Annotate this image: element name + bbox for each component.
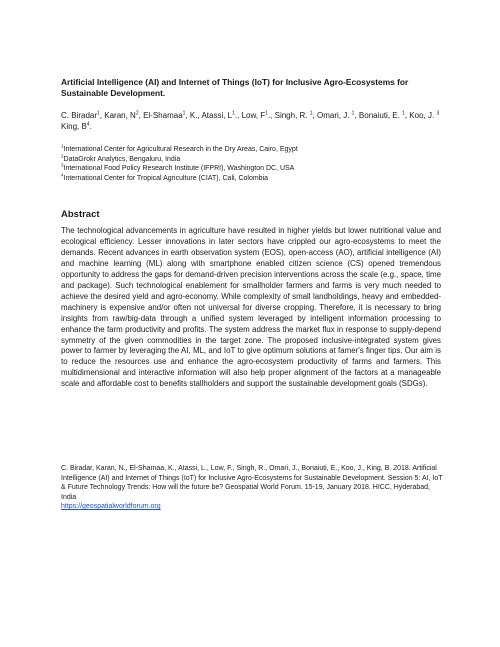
- author: Low, $F^1$.,: [241, 110, 275, 120]
- author: Bonaiuti, E. $^1$,: [358, 110, 410, 120]
- author-list: [61, 110, 441, 132]
- author: El-Shamaa$^1$,: [143, 110, 190, 120]
- affiliation-list: [61, 145, 441, 183]
- citation: [61, 464, 446, 512]
- affiliation: $^1$International Center for Agricultural Research in the Dry Areas, Cairo, Egypt: [61, 143, 298, 153]
- author: Omari, J. $^1$,: [316, 110, 359, 120]
- affiliation: $^2$DataGrokr Analytics, Bengaluru, India: [61, 153, 181, 163]
- author: King, $B^4$.: [61, 121, 92, 131]
- author: C. Biradar$^1$,: [61, 110, 105, 120]
- author: Karan, $N^2$,: [104, 110, 144, 120]
- author: Koo, J. $^3$: [409, 110, 440, 120]
- affiliation: $^4$International Center for Tropical Agriculture (CIAT), Cali, Colombia: [61, 172, 269, 182]
- abstract-heading: Abstract: [61, 209, 100, 220]
- affiliation: $^3$International Food Policy Research Institute (IFPRI), Washington DC, USA: [61, 162, 295, 173]
- citation-text: C. Biradar, Karan, N., El-Shamaa, K., Atassi, L., Low, F., Singh, R., Omari, J., Bonaiuti, E., Koo, J., King, B. 2018. Artificial Intelligence (AI) and Internet of Things (IoT) for Inclusive Agro-Ecosystems for Sustainable Development. Session 5: AI, IoT & Future Technology Trends: How will the future be? Geospatial World Forum. 15-19, January 2018. HICC, Hyderabad, India: [61, 465, 443, 501]
- author: Singh, R. $^1$,: [274, 110, 317, 120]
- forum-link[interactable]: https://geospatialworldforum.org: [61, 503, 161, 511]
- paper-title: Artificial Intelligence (AI) and Internet of Things (IoT) for Inclusive Agro-Ecosystems for Sustainable Development.: [61, 77, 409, 98]
- abstract-body: The technological advancements in agriculture have resulted in higher yields but lower nutritional value and ecological efficiency. Lesser innovations in later sectors have crippled our agro-ecosystems to meet the demands. Recent advances in earth observation system (EOS), open-access (AO), artificial intelligence (AI) and machine learning (ML) along with smartphone enabled citizen science (CS) opened tremendous opportunity to address the gaps for demand-driven precision interventions across the scale (e.g., space, time and package). Such technological enablement for smallholder farmers and farms is very much needed to achieve the desired yield and agro-economy. While complexity of small landholdings, heavy and embedded-machinery is expensive and/or often not universal for diverse cropping. Therefore, it is necessary to bring insights from raw/big-data through a unified system leveraged by intelligent information processing to enhance the farm productivity and profits. The system address the market flux in response to supply-depend symmetry of the given commodities in the target zone. The proposed inclusive-integrated system gives power to farmer by leveraging the AI, ML, and IoT to give optimum solutions at famer's finger tips. Our aim is to reduce the resources use and enhance the agro-ecosystem productivity of farms and farmers. This multidimensional and interactive information will also help proper alignment of the factors at a manageable scale and affordable cost to benefits stallholders and support the sustainable development goals (SDGs).: [61, 226, 441, 389]
- author: K., Atassi, $L^1$.,: [189, 110, 242, 120]
